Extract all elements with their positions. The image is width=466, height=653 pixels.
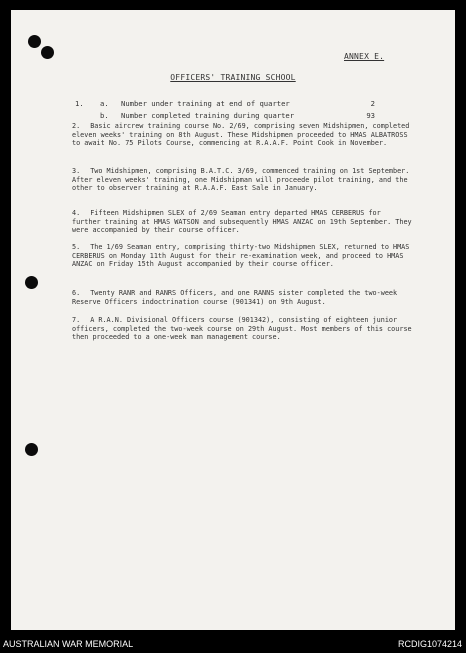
paragraph-text: Two Midshipmen, comprising B.A.T.C. 3/69, commenced training on 1st September. After eleven weeks' training, one Midshipman will proceede pilot training, and the other to observer training at R.A.A.F. East Sale in January.	[72, 167, 410, 193]
stats-list	[75, 99, 375, 123]
paragraph-text: Fifteen Midshipmen SLEX of 2/69 Seaman entry departed HMAS CERBERUS for further training at HMAS WATSON and subsequently HMAS ANZAC on 19th September. They were accompanied by their course officer.	[72, 209, 412, 235]
punch-hole	[28, 35, 41, 48]
paragraph-text: Twenty RANR and RANRS Officers, and one RANNS sister completed the two-week Reserve Officers indoctrination course (901341) on 9th August.	[72, 289, 398, 306]
document-page	[11, 10, 455, 630]
paragraph-number: 5.	[72, 243, 81, 251]
paragraph	[72, 243, 412, 269]
paragraph	[72, 289, 412, 306]
punch-hole	[41, 46, 54, 59]
paragraph-number: 6.	[72, 289, 81, 297]
stat-number: 1.	[75, 99, 84, 108]
stat-letter: b.	[100, 111, 109, 120]
paragraph	[72, 209, 412, 235]
stat-label: Number under training at end of quarter	[121, 99, 290, 108]
footer-record-id: RCDIG1074214	[397, 639, 462, 649]
paragraph-number: 3.	[72, 167, 81, 175]
stat-value: 2	[370, 99, 375, 108]
paragraph-number: 4.	[72, 209, 81, 217]
footer-bar	[0, 636, 466, 653]
stat-value: 93	[366, 111, 375, 120]
punch-hole	[25, 443, 38, 456]
paragraph	[72, 316, 412, 342]
paragraph	[72, 167, 412, 193]
paragraph-text: The 1/69 Seaman entry, comprising thirty-two Midshipmen SLEX, returned to HMAS CERBERUS on Monday 11th August for their re-examination week, and proceed to HMAS ANZAC on Friday 15th August accompanied by their course officer.	[72, 243, 410, 269]
annex-label: ANNEX E.	[344, 52, 385, 61]
page-title: OFFICERS' TRAINING SCHOOL	[170, 73, 296, 82]
paragraph	[72, 122, 412, 148]
paragraph-text: A R.A.N. Divisional Officers course (901342), consisting of eighteen junior officers, completed the two-week course on 29th August. Most members of this course then proceeded to a one-week man management course.	[72, 316, 412, 342]
stat-row	[75, 99, 375, 111]
paragraph-number: 2.	[72, 122, 81, 130]
paragraph-text: Basic aircrew training course No. 2/69, comprising seven Midshipmen, completed eleven weeks' training on 8th August. These Midshipmen proceeded to HMAS ALBATROSS to await No. 75 Pilots Course, commencing at R.A.A.F. Point Cook in November.	[72, 122, 410, 148]
punch-hole	[25, 276, 38, 289]
paragraph-number: 7.	[72, 316, 81, 324]
stat-letter: a.	[100, 99, 109, 108]
stat-label: Number completed training during quarter	[121, 111, 295, 120]
footer-source: AUSTRALIAN WAR MEMORIAL	[3, 639, 134, 649]
